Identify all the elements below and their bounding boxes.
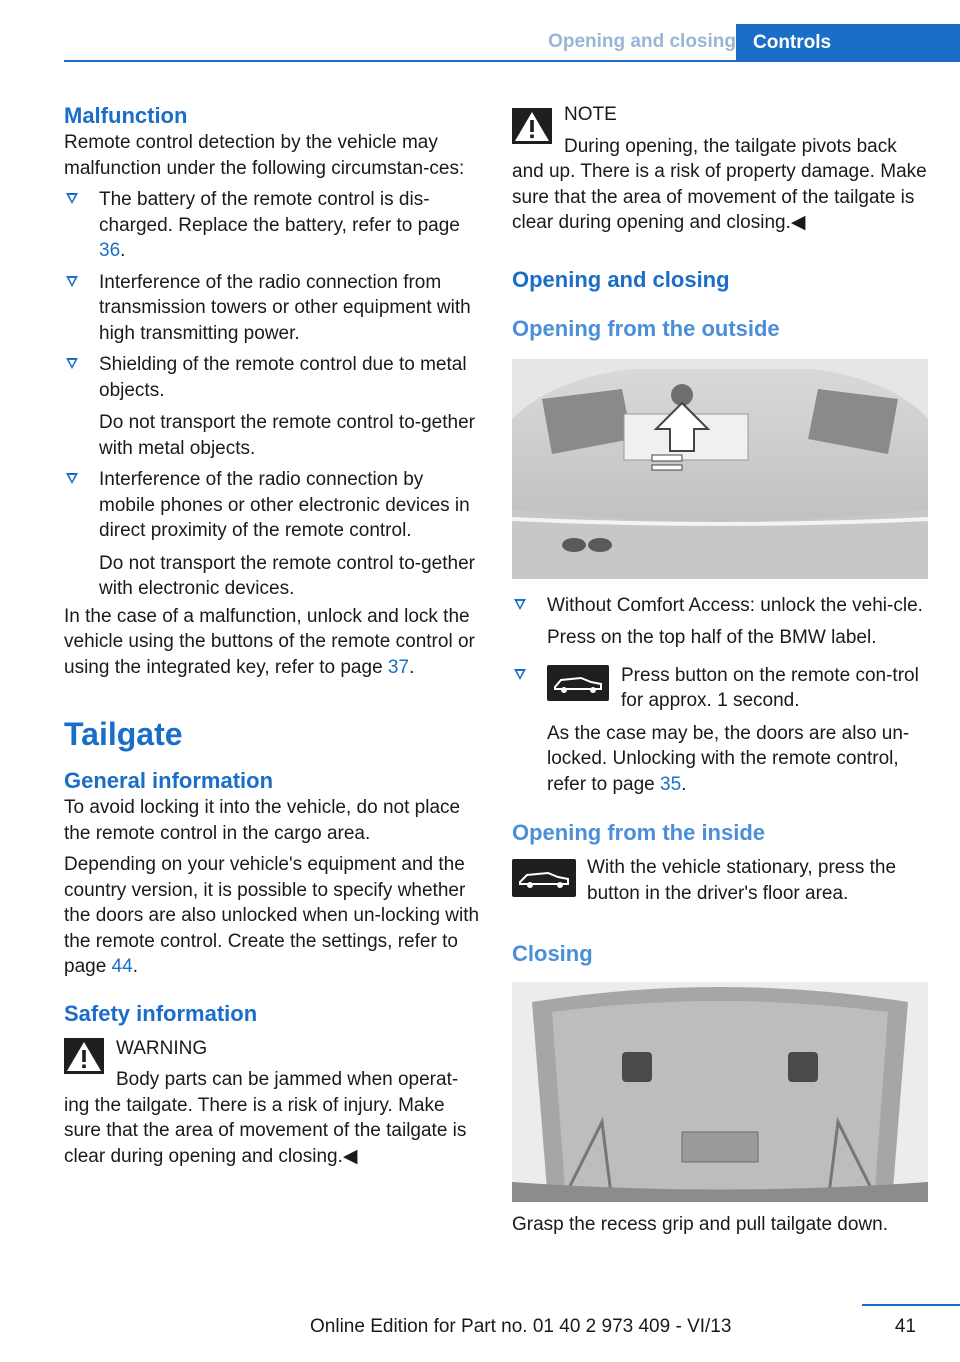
page-link-37[interactable]: 37	[387, 656, 410, 678]
malfunction-outro: In the case of a malfunction, unlock and lock the vehicle using the buttons of the remote control or using the integrated key, refer to page 37.	[64, 605, 475, 678]
triangle-bullet-icon	[66, 473, 78, 484]
triangle-bullet-icon	[514, 669, 526, 680]
car-rear-image	[512, 359, 928, 579]
general-info-p2: Depending on your vehicle's equipment and the country version, it is possible to specify whether the doors are also unlocked when un-locking with the remote control. Create the settings, refer to page 44.	[64, 854, 480, 977]
opening-inside-block	[512, 855, 928, 906]
header-section-title: Opening and closing	[548, 31, 736, 52]
warning-triangle-icon	[512, 108, 552, 144]
triangle-bullet-icon	[66, 276, 78, 287]
triangle-bullet-icon	[514, 599, 526, 610]
list-item	[512, 593, 928, 663]
malfunction-list	[64, 187, 480, 604]
list-item-text: Interference of the radio connection by mobile phones or other electronic devices in direct proximity of the remote control.	[99, 469, 470, 541]
safety-info-heading: Safety information	[64, 1000, 258, 1026]
page-link-36[interactable]: 36	[99, 240, 121, 261]
note-text: During opening, the tailgate pivots back and up. There is a risk of property damage. Make sure that the area of movement of the tailgate is clear during opening and closing.◀	[512, 135, 927, 233]
note-label: NOTE	[564, 104, 617, 125]
footer-edition: Online Edition for Part no. 01 40 2 973 409 - VI/13	[310, 1316, 732, 1337]
list-item-extra: Do not transport the remote control to-gether with metal objects.	[99, 412, 475, 459]
opening-outside-list	[512, 593, 928, 804]
page-header	[64, 24, 960, 62]
footer-rule	[862, 1304, 960, 1306]
list-item-text: Interference of the radio connection from transmission towers or other equipment with high transmitting power.	[99, 271, 471, 344]
car-rear-illustration	[512, 359, 928, 579]
malfunction-intro: Remote control detection by the vehicle may malfunction under the following circumstan-ces:	[64, 132, 465, 179]
general-info-heading: General information	[64, 768, 274, 793]
list-item-text: The battery of the remote control is dis-charged. Replace the battery, refer to page	[99, 189, 460, 236]
warning-label: WARNING	[116, 1037, 208, 1059]
closing-heading: Closing	[512, 941, 593, 966]
list-item-extra: Press on the top half of the BMW label.	[547, 627, 877, 648]
tailgate-interior-image	[512, 982, 928, 1202]
triangle-bullet-icon	[66, 358, 78, 369]
list-item-extra: As the case may be, the doors are also un-locked. Unlocking with the remote control, refer to page 35.	[547, 722, 910, 795]
list-item	[64, 352, 480, 467]
opening-closing-heading: Opening and closing	[512, 266, 730, 292]
malfunction-heading: Malfunction	[64, 103, 188, 128]
opening-outside-heading: Opening from the outside	[512, 315, 780, 341]
list-item	[64, 467, 480, 604]
header-rule	[64, 60, 960, 62]
closing-text: Grasp the recess grip and pull tailgate down.	[512, 1214, 888, 1235]
opening-inside-heading: Opening from the inside	[512, 820, 766, 845]
note-block	[512, 102, 928, 236]
triangle-bullet-icon	[66, 193, 78, 204]
header-tab-controls: Controls	[736, 24, 960, 62]
tailgate-heading: Tailgate	[64, 716, 183, 752]
list-item	[64, 270, 480, 353]
list-item: The battery of the remote control is dis-charged. Replace the battery, refer to page 36.	[64, 187, 480, 270]
list-item-extra: Do not transport the remote control to-gether with electronic devices.	[99, 552, 475, 599]
list-item-text: Press button on the remote con-trol for approx. 1 second.	[621, 664, 919, 711]
page-link-44[interactable]: 44	[111, 956, 133, 977]
opening-inside-text: With the vehicle stationary, press the button in the driver's floor area.	[587, 857, 897, 904]
list-item	[512, 663, 928, 804]
page-number: 41	[894, 1316, 916, 1337]
car-tailgate-button-icon	[512, 859, 576, 897]
list-item-text: Shielding of the remote control due to metal objects.	[99, 354, 467, 401]
warning-triangle-icon	[64, 1038, 104, 1074]
list-item-text: Without Comfort Access: unlock the vehi-cle.	[547, 594, 923, 616]
warning-text: Body parts can be jammed when operat-ing the tailgate. There is a risk of injury. Make sure that the area of movement of the tailgate is clear during opening and closing.◀	[64, 1069, 467, 1167]
right-column	[512, 102, 928, 1238]
car-tailgate-button-icon	[547, 665, 609, 701]
tailgate-interior-illustration	[512, 982, 928, 1202]
page-link-35[interactable]: 35	[660, 773, 682, 795]
left-column	[64, 102, 480, 1169]
warning-block	[64, 1036, 480, 1170]
general-info-p1: To avoid locking it into the vehicle, do not place the remote control in the cargo area.	[64, 797, 461, 844]
